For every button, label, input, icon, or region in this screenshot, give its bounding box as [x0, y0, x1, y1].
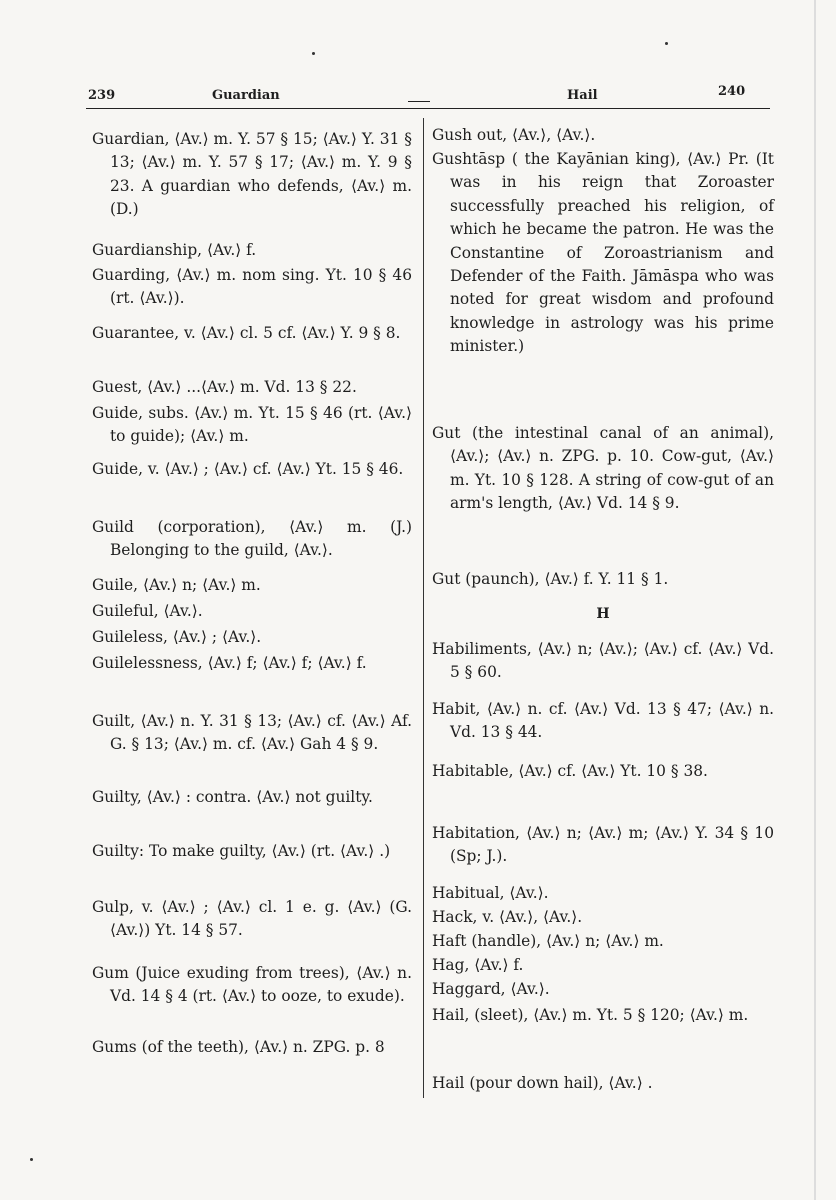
entry-habiliments: Habiliments, ⟨Av.⟩ n; ⟨Av.⟩; ⟨Av.⟩ cf. ⟨Av.⟩ Vd. 5 § 60. [432, 640, 774, 682]
entry-gulp: Gulp, v. ⟨Av.⟩ ; ⟨Av.⟩ cl. 1 e. g. ⟨Av.⟩ (G. ⟨Av.⟩) Yt. 14 § 57. [92, 898, 412, 940]
speck [30, 1158, 33, 1161]
header-rule [86, 108, 770, 109]
entry-haft: Haft (handle), ⟨Av.⟩ n; ⟨Av.⟩ m. [432, 932, 664, 950]
entry-guileless: Guileless, ⟨Av.⟩ ; ⟨Av.⟩. [92, 628, 262, 646]
entry-guide-subs: Guide, subs. ⟨Av.⟩ m. Yt. 15 § 46 (rt. ⟨Av.⟩ to guide); ⟨Av.⟩ m. [92, 404, 412, 446]
left-running-head: Guardian [212, 88, 280, 103]
entry-guest: Guest, ⟨Av.⟩ ...⟨Av.⟩ m. Vd. 13 § 22. [92, 378, 357, 396]
entry-gushtasp: Gushtāsp ( the Kayānian king), ⟨Av.⟩ Pr. (It was in his reign that Zoroaster successfully preached his religion, of which he became the patron. He was the Constantine of Zoroastrianism and Defender of the Faith. Jāmāspa who was noted for great wisdom and profound knowledge in astrology was his prime minister.) [432, 150, 774, 356]
entry-habitation: Habitation, ⟨Av.⟩ n; ⟨Av.⟩ m; ⟨Av.⟩ Y. 34 § 10 (Sp; J.). [432, 824, 774, 866]
entry-habit: Habit, ⟨Av.⟩ n. cf. ⟨Av.⟩ Vd. 13 § 47; ⟨Av.⟩ n. Vd. 13 § 44. [432, 700, 774, 742]
entry-guide-v: Guide, v. ⟨Av.⟩ ; ⟨Av.⟩ cf. ⟨Av.⟩ Yt. 15 § 46. [92, 460, 404, 478]
entry-guilelessness: Guilelessness, ⟨Av.⟩ f; ⟨Av.⟩ f; ⟨Av.⟩ f. [92, 654, 367, 672]
right-running-head: Hail [567, 88, 598, 103]
entry-guardian: Guardian, ⟨Av.⟩ m. Y. 57 § 15; ⟨Av.⟩ Y. 31 § 13; ⟨Av.⟩ m. Y. 57 § 17; ⟨Av.⟩ m. Y. 9 § 23. A guardian who defends, ⟨Av.⟩ m. (D.) [92, 130, 412, 219]
entry-guarantee: Guarantee, v. ⟨Av.⟩ cl. 5 cf. ⟨Av.⟩ Y. 9 § 8. [92, 324, 401, 342]
entry-hail-pour: Hail (pour down hail), ⟨Av.⟩ . [432, 1074, 653, 1092]
entry-guileful: Guileful, ⟨Av.⟩. [92, 602, 203, 620]
entry-gum: Gum (Juice exuding from trees), ⟨Av.⟩ n. Vd. 14 § 4 (rt. ⟨Av.⟩ to ooze, to exude). [92, 964, 412, 1006]
entry-gush-out: Gush out, ⟨Av.⟩, ⟨Av.⟩. [432, 126, 596, 144]
entry-guild: Guild (corporation), ⟨Av.⟩ m. (J.) Belonging to the guild, ⟨Av.⟩. [92, 518, 412, 560]
entry-gums: Gums (of the teeth), ⟨Av.⟩ n. ZPG. p. 8 [92, 1038, 385, 1056]
entry-guarding: Guarding, ⟨Av.⟩ m. nom sing. Yt. 10 § 46 (rt. ⟨Av.⟩). [92, 266, 412, 308]
entry-habitable: Habitable, ⟨Av.⟩ cf. ⟨Av.⟩ Yt. 10 § 38. [432, 762, 708, 780]
header-dash [408, 101, 430, 102]
entry-gut-paunch: Gut (paunch), ⟨Av.⟩ f. Y. 11 § 1. [432, 570, 669, 588]
page-edge-shadow [814, 0, 816, 1200]
entry-haggard: Haggard, ⟨Av.⟩. [432, 980, 550, 998]
entry-guilty: Guilty, ⟨Av.⟩ : contra. ⟨Av.⟩ not guilty. [92, 788, 373, 806]
entry-guilty-make: Guilty: To make guilty, ⟨Av.⟩ (rt. ⟨Av.⟩ .) [92, 842, 391, 860]
speck [665, 42, 668, 45]
entry-guardianship: Guardianship, ⟨Av.⟩ f. [92, 241, 257, 259]
left-page-number: 239 [88, 88, 116, 103]
entry-hag: Hag, ⟨Av.⟩ f. [432, 956, 524, 974]
entry-guile: Guile, ⟨Av.⟩ n; ⟨Av.⟩ m. [92, 576, 261, 594]
entry-habitual: Habitual, ⟨Av.⟩. [432, 884, 549, 902]
entry-hack: Hack, v. ⟨Av.⟩, ⟨Av.⟩. [432, 908, 583, 926]
right-page-number: 240 [718, 84, 746, 99]
section-letter-h: H [596, 606, 610, 622]
entry-guilt: Guilt, ⟨Av.⟩ n. Y. 31 § 13; ⟨Av.⟩ cf. ⟨Av.⟩ Af. G. § 13; ⟨Av.⟩ m. cf. ⟨Av.⟩ Gah 4 § 9. [92, 712, 412, 754]
entry-gut: Gut (the intestinal canal of an animal), ⟨Av.⟩; ⟨Av.⟩ n. ZPG. p. 10. Cow-gut, ⟨Av.⟩ m. Yt. 10 § 128. A string of cow-gut of an arm's length, ⟨Av.⟩ Vd. 14 § 9. [432, 424, 774, 513]
entry-hail-sleet: Hail, (sleet), ⟨Av.⟩ m. Yt. 5 § 120; ⟨Av.⟩ m. [432, 1006, 749, 1024]
column-divider [423, 118, 424, 1098]
speck [312, 52, 315, 55]
